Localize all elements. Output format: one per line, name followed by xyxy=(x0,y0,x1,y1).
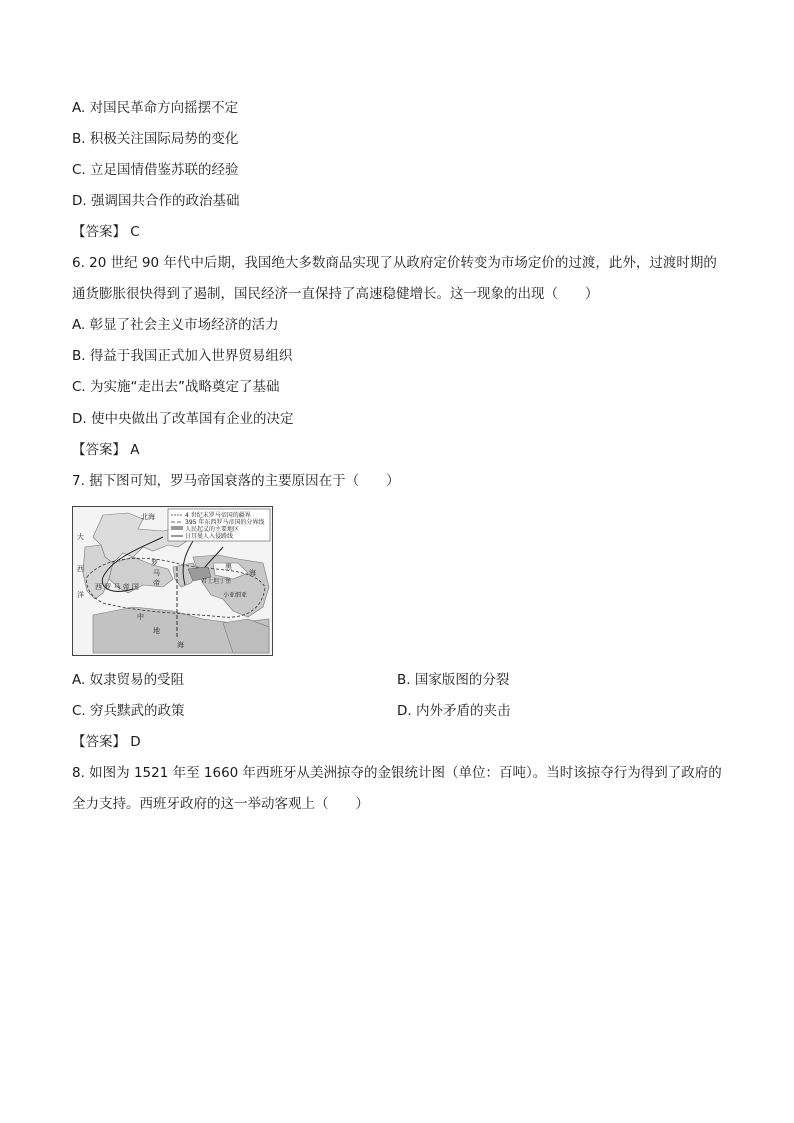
q6-option-c: C. 为实施“走出去”战略奠定了基础 xyxy=(72,379,280,395)
q7-option-c: C. 穷兵黩武的政策 xyxy=(72,703,185,719)
answer-value: A xyxy=(130,442,140,458)
answer-label: 【答案】 xyxy=(72,442,126,458)
label-asia-minor: 小亚细亚 xyxy=(223,592,248,599)
legend-border: 4 世纪末罗马帝国的疆界 xyxy=(185,512,251,519)
q6-option-d: D. 使中央做出了改革国有企业的决定 xyxy=(72,411,294,427)
label-da: 大 xyxy=(77,533,84,541)
legend-uprising: 人民起义的主要地区 xyxy=(185,526,240,533)
answer-label: 【答案】 xyxy=(72,224,126,240)
label-hei: 黑 xyxy=(225,563,232,571)
q5-option-c: C. 立足国情借鉴苏联的经验 xyxy=(72,162,239,178)
label-hai2: 海 xyxy=(177,641,184,649)
label-ma: 马 xyxy=(153,569,160,577)
q6-stem-line1: 6. 20 世纪 90 年代中后期，我国绝大多数商品实现了从政府定价转变为市场定价的过渡，此外，过渡时期的 xyxy=(72,255,717,271)
legend-invasion: 日耳曼人入侵路线 xyxy=(185,533,234,540)
q5-option-a: A. 对国民革命方向摇摆不定 xyxy=(72,100,239,116)
label-constantinople: 君士坦丁堡 xyxy=(201,578,232,585)
roman-empire-map xyxy=(72,506,273,656)
label-di: 地 xyxy=(153,627,160,635)
answer-value: C xyxy=(130,224,140,240)
legend-division: 395 年东西罗马帝国的分界线 xyxy=(185,519,265,526)
q7-option-a: A. 奴隶贸易的受阻 xyxy=(72,672,185,688)
label-hai: 海 xyxy=(249,569,256,577)
q8-stem-line2: 全力支持。西班牙政府的这一举动客观上（ ） xyxy=(72,796,369,812)
answer-value: D xyxy=(130,734,141,750)
q5-option-d: D. 强调国共合作的政治基础 xyxy=(72,193,240,209)
map-drawing xyxy=(73,507,272,655)
label-zhong: 中 xyxy=(137,613,144,621)
q6-option-b: B. 得益于我国正式加入世界贸易组织 xyxy=(72,348,293,364)
q7-stem: 7. 据下图可知，罗马帝国衰落的主要原因在于（ ） xyxy=(72,473,400,489)
label-yang: 洋 xyxy=(77,591,84,599)
label-north-sea: 北海 xyxy=(141,513,155,521)
label-west-rome: 西 罗 马 帝 国 xyxy=(95,583,139,591)
q6-stem-line2: 通货膨胀很快得到了遏制，国民经济一直保持了高速稳健增长。这一现象的出现（ ） xyxy=(72,286,599,302)
q7-answer xyxy=(72,732,141,752)
q8-stem-line1: 8. 如图为 1521 年至 1660 年西班牙从美洲掠夺的金银统计图（单位：百吨）。当时该掠夺行为得到了政府的 xyxy=(72,765,722,781)
label-xi: 西 xyxy=(77,565,84,573)
q7-option-d: D. 内外矛盾的夹击 xyxy=(397,703,511,719)
q5-option-b: B. 积极关注国际局势的变化 xyxy=(72,131,239,147)
q5-answer xyxy=(72,222,140,242)
answer-label: 【答案】 xyxy=(72,734,126,750)
q6-answer xyxy=(72,440,140,460)
label-diguo: 帝 xyxy=(153,579,160,587)
label-luo: 罗 xyxy=(151,559,158,567)
q7-option-b: B. 国家版图的分裂 xyxy=(397,672,510,688)
q6-option-a: A. 彰显了社会主义市场经济的活力 xyxy=(72,317,279,333)
